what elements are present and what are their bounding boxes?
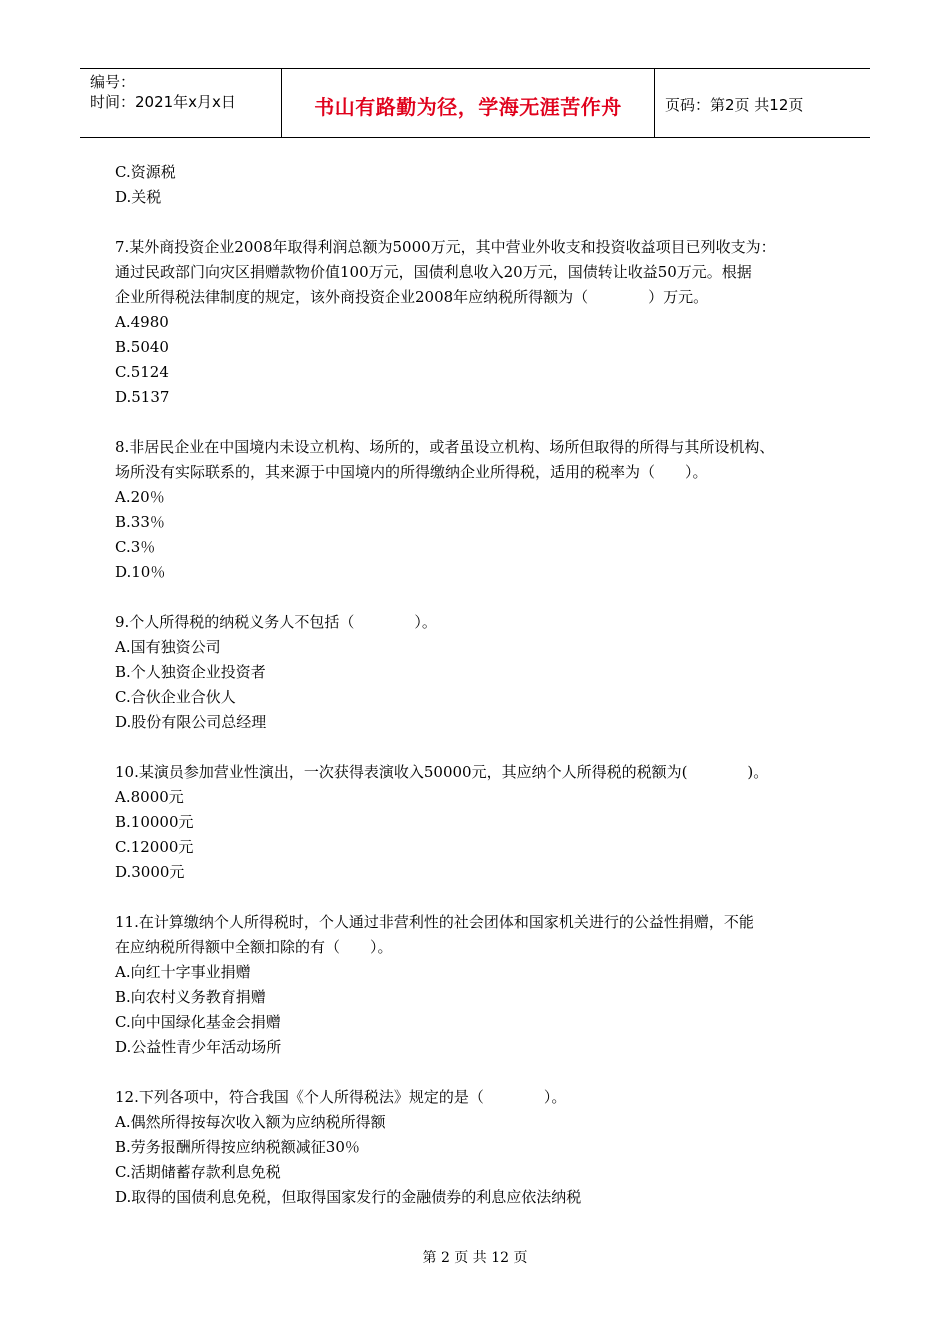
question-stem-line: 通过民政部门向灾区捐赠款物价值100万元，国债利息收入20万元，国债转让收益50万元。根据 (115, 263, 752, 281)
question-stem-line: 12.下列各项中，符合我国《个人所得税法》规定的是（ ）。 (115, 1088, 567, 1106)
option-line: C.5124 (115, 363, 169, 381)
option-line: B.劳务报酬所得按应纳税额减征30％ (115, 1138, 360, 1156)
option-line: D.关税 (115, 188, 162, 206)
question-stem-line: 场所没有实际联系的，其来源于中国境内的所得缴纳企业所得税，适用的税率为（ ）。 (115, 463, 708, 481)
option-line: A.偶然所得按每次收入额为应纳税所得额 (115, 1113, 386, 1131)
option-line: C.3％ (115, 538, 156, 556)
option-line: D.取得的国债利息免税，但取得国家发行的金融债券的利息应依法纳税 (115, 1188, 582, 1206)
option-line: D.5137 (115, 388, 170, 406)
option-line: D.公益性青少年活动场所 (115, 1038, 282, 1056)
option-line: A.4980 (115, 313, 169, 331)
option-line: A.国有独资公司 (115, 638, 221, 656)
question-stem-line: 11.在计算缴纳个人所得税时，个人通过非营利性的社会团体和国家机关进行的公益性捐赠，不能 (115, 913, 754, 931)
option-line: D.股份有限公司总经理 (115, 713, 267, 731)
option-line: A.向红十字事业捐赠 (115, 963, 251, 981)
option-line: B.33％ (115, 513, 165, 531)
question-stem-line: 8.非居民企业在中国境内未设立机构、场所的，或者虽设立机构、场所但取得的所得与其所设机构、 (115, 438, 775, 456)
option-line: D.10％ (115, 563, 166, 581)
option-line: B.个人独资企业投资者 (115, 663, 266, 681)
option-line: C.活期储蓄存款利息免税 (115, 1163, 281, 1181)
option-line: C.向中国绿化基金会捐赠 (115, 1013, 281, 1031)
question-stem-line: 10.某演员参加营业性演出，一次获得表演收入50000元，其应纳个人所得税的税额为( )。 (115, 763, 769, 781)
option-line: B.5040 (115, 338, 169, 356)
page-header (80, 68, 870, 138)
option-line: D.3000元 (115, 863, 185, 881)
page-footer: 第 2 页 共 12 页 (422, 1250, 528, 1266)
date-label: 时间：2021年x月x日 (90, 93, 236, 111)
document-body (115, 160, 845, 1210)
question-stem-line: 企业所得税法律制度的规定，该外商投资企业2008年应纳税所得额为（ ）万元。 (115, 288, 709, 306)
serial-label: 编号： (90, 73, 136, 91)
question-stem-line: 在应纳税所得额中全额扣除的有（ ）。 (115, 938, 393, 956)
option-line: C.合伙企业合伙人 (115, 688, 236, 706)
option-line: B.向农村义务教育捐赠 (115, 988, 266, 1006)
option-line: A.20％ (115, 488, 165, 506)
option-line: C.12000元 (115, 838, 194, 856)
option-line: B.10000元 (115, 813, 194, 831)
question-stem-line: 7.某外商投资企业2008年取得利润总额为5000万元，其中营业外收支和投资收益项目已列收支为： (115, 238, 776, 256)
motto-text: 书山有路勤为径，学海无涯苦作舟 (314, 95, 622, 119)
header-motto-cell (282, 69, 655, 137)
question-stem-line: 9.个人所得税的纳税义务人不包括（ ）。 (115, 613, 437, 631)
header-meta-cell (80, 69, 282, 137)
option-line: A.8000元 (115, 788, 184, 806)
option-line: C.资源税 (115, 163, 176, 181)
header-page-info: 页码：第2页 共12页 (665, 96, 804, 114)
